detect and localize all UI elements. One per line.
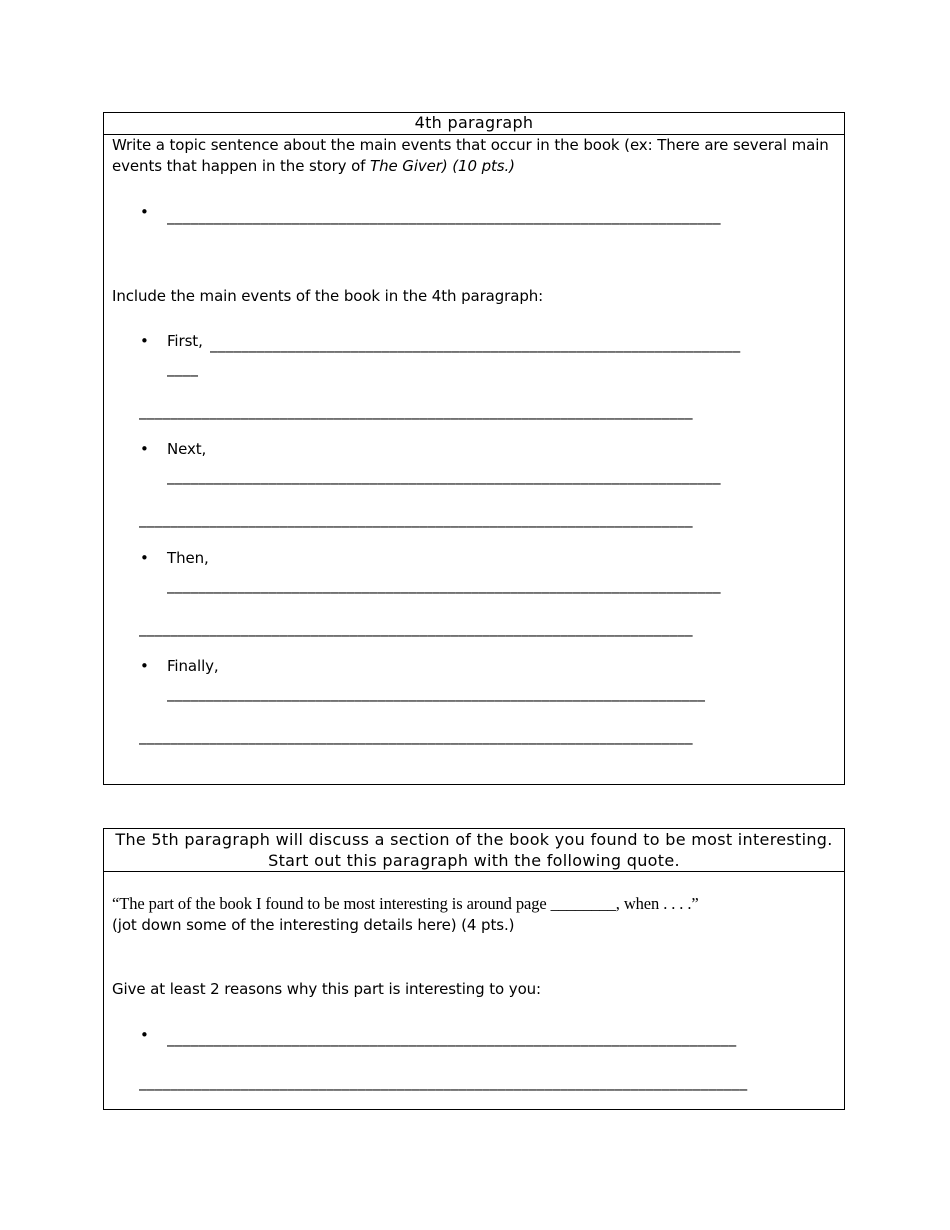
topic-instruction-text: events that happen in the story of	[112, 157, 371, 175]
fifth-paragraph-header	[104, 829, 844, 872]
first-event-line2-blank[interactable]: _______________________________________________________________________	[139, 402, 693, 420]
bullet: •	[140, 657, 149, 675]
topic-sentence-blank[interactable]: _______________________________________________________________________	[167, 207, 721, 225]
quote-starter: “The part of the book I found to be most interesting is around page ________, when . . . .”	[112, 894, 699, 913]
first-event-blank[interactable]: ____________________________________________________________________	[210, 335, 741, 353]
reasons-instruction: Give at least 2 reasons why this part is interesting to you:	[112, 980, 542, 998]
bullet: •	[140, 203, 149, 221]
fourth-paragraph-box	[103, 112, 845, 785]
next-label: Next,	[167, 440, 207, 458]
bullet: •	[140, 1026, 149, 1044]
next-event-blank[interactable]: _______________________________________________________________________	[167, 467, 721, 485]
topic-instruction-line1: Write a topic sentence about the main events that occur in the book (ex: There are several main	[112, 136, 829, 154]
then-event-line2-blank[interactable]: _______________________________________________________________________	[139, 619, 693, 637]
include-events-instruction: Include the main events of the book in the 4th paragraph:	[112, 287, 544, 305]
bullet: •	[140, 440, 149, 458]
book-title: The Giver) (10 pts.)	[370, 157, 515, 175]
reason-blank-1[interactable]: _________________________________________________________________________	[167, 1029, 737, 1047]
fifth-paragraph-box	[103, 828, 845, 1110]
bullet: •	[140, 332, 149, 350]
bullet: •	[140, 549, 149, 567]
topic-instruction-line2	[112, 155, 515, 177]
first-label: First,	[167, 332, 203, 350]
finally-label: Finally,	[167, 657, 219, 675]
first-event-blank-cont[interactable]: ____	[167, 359, 199, 377]
fifth-paragraph-header-line1: The 5th paragraph will discuss a section of the book you found to be most interesting.	[115, 830, 833, 849]
finally-event-blank[interactable]: _____________________________________________________________________	[167, 684, 706, 702]
fourth-paragraph-header: 4th paragraph	[104, 113, 844, 135]
then-event-blank[interactable]: _______________________________________________________________________	[167, 576, 721, 594]
next-event-line2-blank[interactable]: _______________________________________________________________________	[139, 510, 693, 528]
finally-event-line2-blank[interactable]: _______________________________________________________________________	[139, 727, 693, 745]
then-label: Then,	[167, 549, 209, 567]
fifth-paragraph-header-line2: Start out this paragraph with the following quote.	[268, 851, 680, 870]
jot-instruction: (jot down some of the interesting details here) (4 pts.)	[112, 916, 515, 934]
reason-blank-2[interactable]: ______________________________________________________________________________	[139, 1073, 748, 1091]
